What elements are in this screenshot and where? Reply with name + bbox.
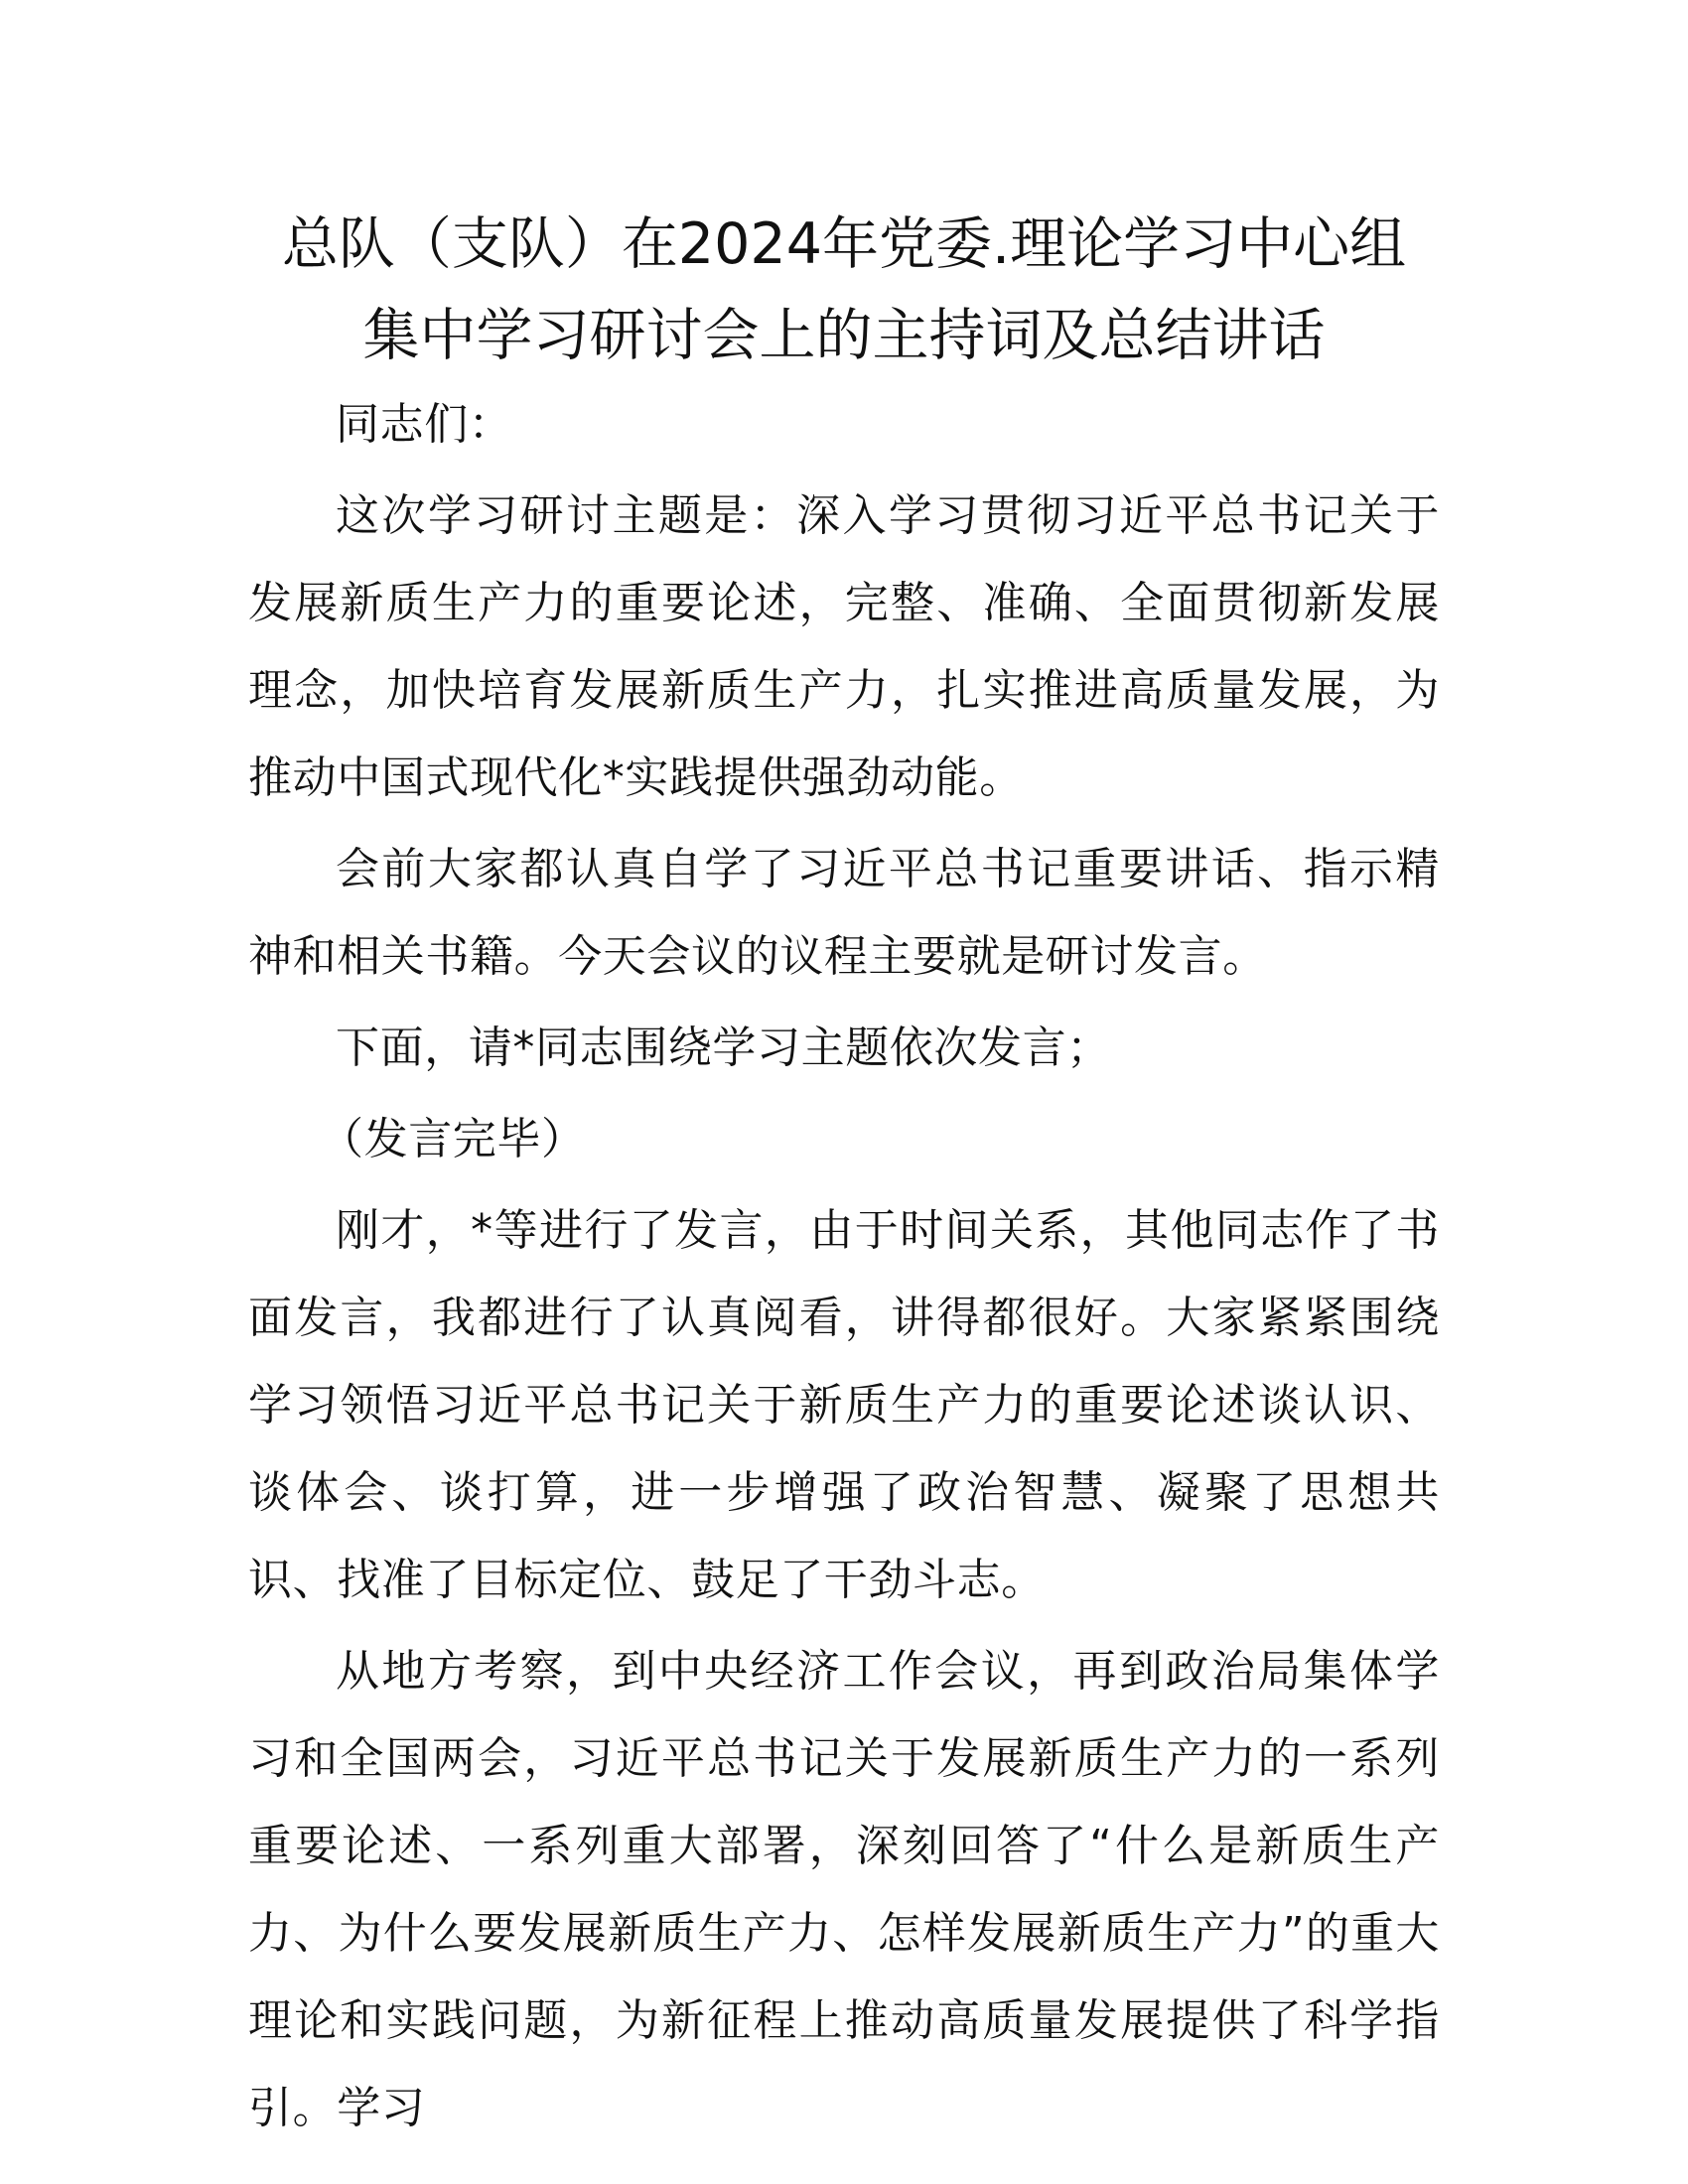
salutation: 同志们： — [336, 399, 513, 450]
title-line-2: 集中学习研讨会上的主持词及总结讲话 — [362, 303, 1326, 368]
paragraph-invite-speakers: 下面，请*同志围绕学习主题依次发言； — [336, 1023, 1111, 1073]
paragraph-speeches-finished: （发言完毕） — [320, 1114, 586, 1164]
document-body — [248, 381, 1440, 2156]
paragraph-preparation: 会前大家都认真自学了习近平总书记重要讲话、指示精神和相关书籍。今天会议的议程主要就是研讨发言。 — [248, 844, 1440, 982]
paragraph-theme: 这次学习研讨主题是：深入学习贯彻习近平总书记关于发展新质生产力的重要论述，完整、准确、全面贯彻新发展理念，加快培育发展新质生产力，扎实推进高质量发展，为推动中国式现代化*实践提供强劲动能。 — [248, 490, 1440, 803]
paragraph-summary: 刚才，*等进行了发言，由于时间关系，其他同志作了书面发言，我都进行了认真阅看，讲得都很好。大家紧紧围绕学习领悟习近平总书记关于新质生产力的重要论述谈认识、谈体会、谈打算，进一步增强了政治智慧、凝聚了思想共识、找准了目标定位、鼓足了干劲斗志。 — [248, 1205, 1440, 1605]
document-title — [248, 199, 1440, 381]
title-line-1: 总队（支队）在2024年党委.理论学习中心组 — [281, 211, 1407, 277]
paragraph-background: 从地方考察，到中央经济工作会议，再到政治局集体学习和全国两会，习近平总书记关于发展新质生产力的一系列重要论述、一系列重大部署，深刻回答了“什么是新质生产力、为什么要发展新质生产力、怎样发展新质生产力”的重大理论和实践问题，为新征程上推动高质量发展提供了科学指引。学习 — [248, 1646, 1440, 2133]
